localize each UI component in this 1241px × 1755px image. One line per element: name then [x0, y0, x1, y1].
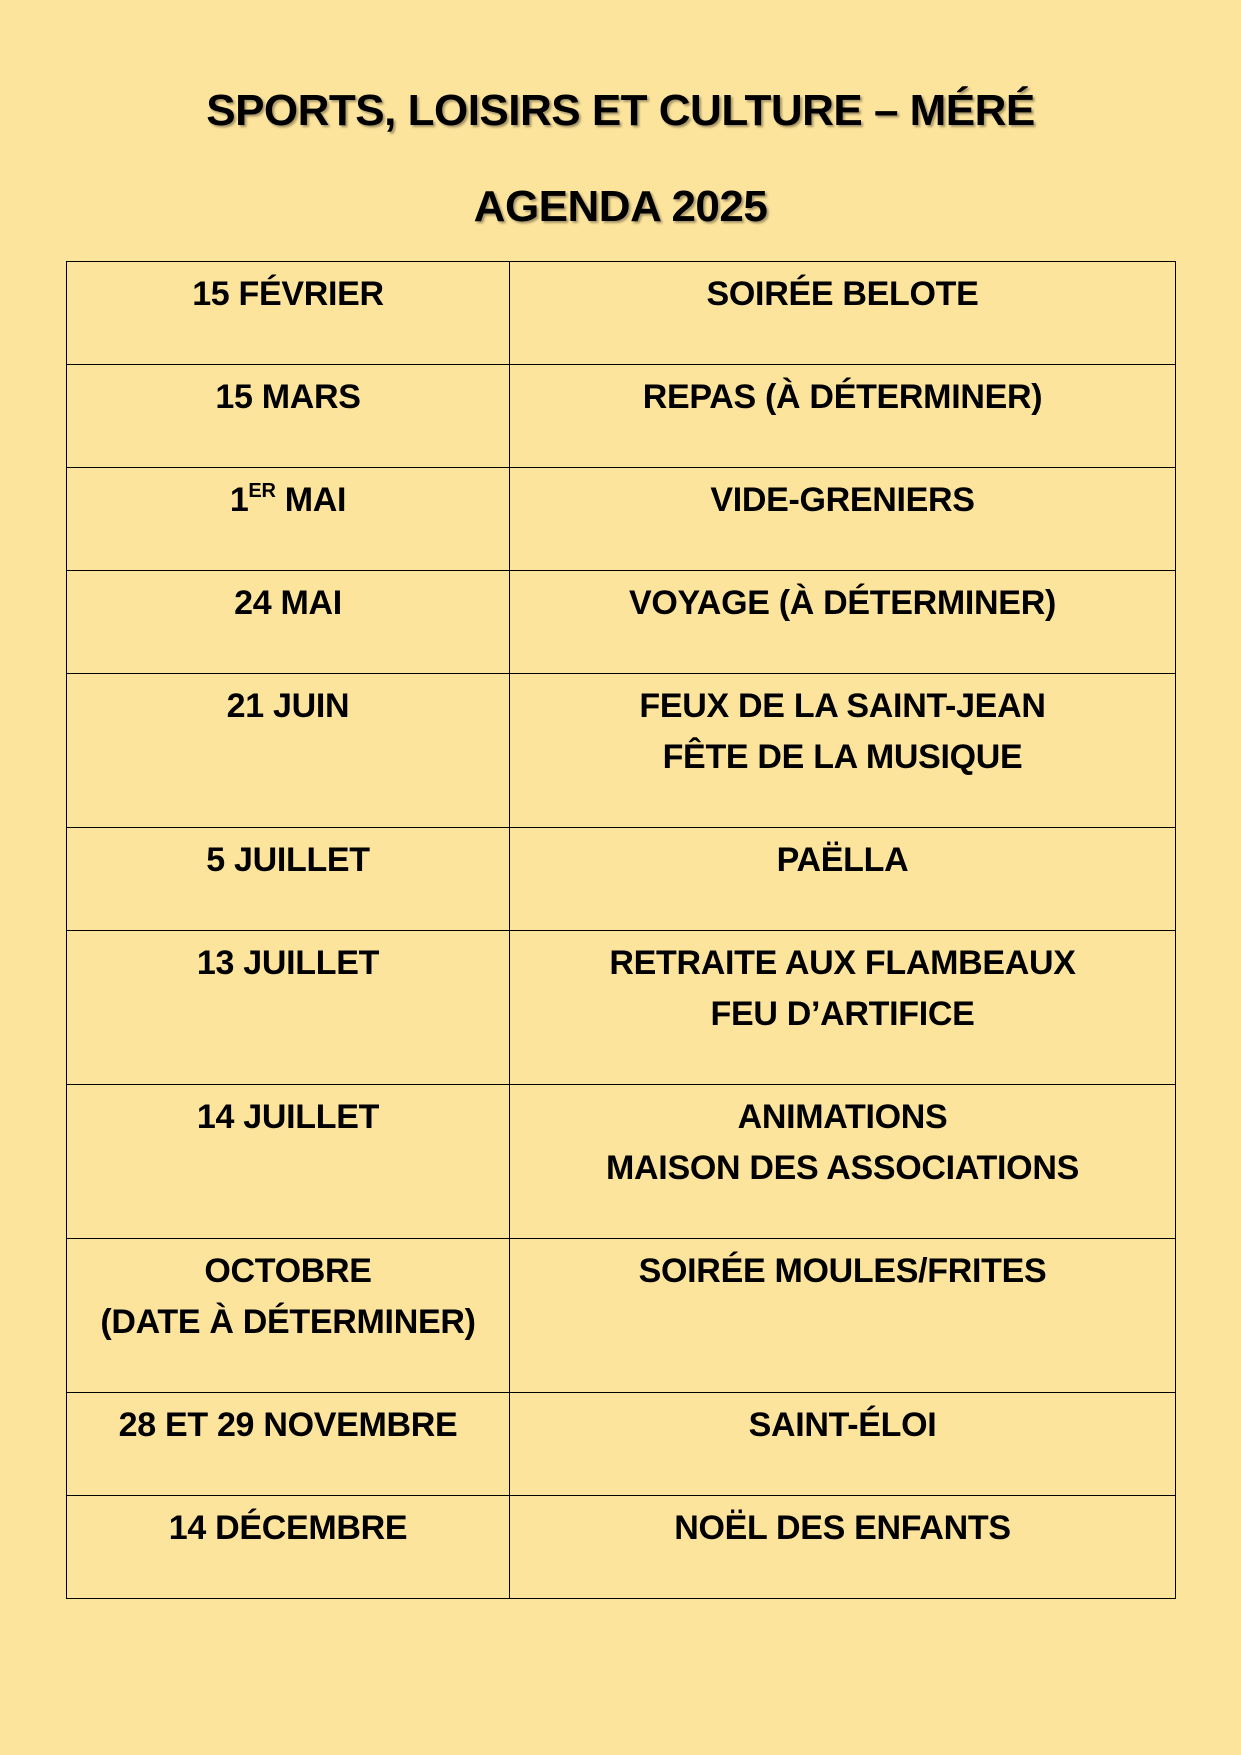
agenda-table	[66, 261, 1176, 1599]
date-text: 15 MARS	[215, 378, 361, 416]
date-cell	[67, 262, 510, 365]
page-subtitle: AGENDA 2025	[473, 182, 768, 231]
date-cell	[67, 1239, 510, 1393]
date-cell	[67, 1085, 510, 1239]
table-row	[67, 365, 1176, 468]
event-text: PAËLLA	[776, 841, 909, 879]
event-text: FÊTE DE LA MUSIQUE	[662, 738, 1023, 776]
event-cell	[510, 1393, 1176, 1496]
event-cell	[510, 365, 1176, 468]
event-cell	[510, 828, 1176, 931]
event-cell	[510, 1239, 1176, 1393]
event-text: SAINT-ÉLOI	[748, 1406, 937, 1444]
date-text: 14 JUILLET	[196, 1098, 380, 1136]
date-cell	[67, 468, 510, 571]
date-ordinal-suffix: ER	[248, 480, 276, 502]
event-text: SOIRÉE BELOTE	[706, 275, 979, 313]
table-row	[67, 1393, 1176, 1496]
date-text: (DATE À DÉTERMINER)	[100, 1303, 476, 1341]
date-cell	[67, 365, 510, 468]
date-text: OCTOBRE	[204, 1252, 372, 1290]
event-cell	[510, 1085, 1176, 1239]
event-text: RETRAITE AUX FLAMBEAUX	[609, 944, 1076, 982]
date-cell	[67, 828, 510, 931]
event-cell	[510, 571, 1176, 674]
event-cell	[510, 931, 1176, 1085]
event-text: REPAS (À DÉTERMINER)	[642, 378, 1043, 416]
table-row	[67, 468, 1176, 571]
event-text: ANIMATIONS	[737, 1098, 948, 1136]
date-cell	[67, 1496, 510, 1599]
table-row	[67, 1239, 1176, 1393]
event-cell	[510, 468, 1176, 571]
date-text: 21 JUIN	[226, 687, 350, 725]
table-row	[67, 931, 1176, 1085]
date-text: 15 FÉVRIER	[192, 275, 384, 313]
date-cell	[67, 571, 510, 674]
date-text: 5 JUILLET	[206, 841, 370, 879]
event-cell	[510, 262, 1176, 365]
date-text: 13 JUILLET	[196, 944, 380, 982]
date-text: 24 MAI	[234, 584, 342, 622]
event-text: FEUX DE LA SAINT-JEAN	[639, 687, 1046, 725]
date-text: 28 ET 29 NOVEMBRE	[118, 1406, 458, 1444]
table-row	[67, 1496, 1176, 1599]
date-month: MAI	[275, 481, 347, 519]
date-cell	[67, 931, 510, 1085]
date-cell	[67, 1393, 510, 1496]
event-text: NOËL DES ENFANTS	[674, 1509, 1011, 1547]
table-row	[67, 828, 1176, 931]
table-row	[67, 674, 1176, 828]
event-text: VOYAGE (À DÉTERMINER)	[629, 584, 1056, 622]
date-text	[73, 475, 503, 526]
table-row	[67, 1085, 1176, 1239]
event-text: MAISON DES ASSOCIATIONS	[606, 1149, 1079, 1187]
date-number: 1	[229, 481, 249, 519]
event-text: FEU D’ARTIFICE	[710, 995, 975, 1033]
date-text: 14 DÉCEMBRE	[168, 1509, 408, 1547]
table-row	[67, 262, 1176, 365]
event-cell	[510, 1496, 1176, 1599]
event-cell	[510, 674, 1176, 828]
table-row	[67, 571, 1176, 674]
event-text: SOIRÉE MOULES/FRITES	[638, 1252, 1047, 1290]
page-title: SPORTS, LOISIRS ET CULTURE – MÉRÉ	[206, 86, 1035, 135]
event-text: VIDE-GRENIERS	[710, 481, 975, 519]
date-cell	[67, 674, 510, 828]
